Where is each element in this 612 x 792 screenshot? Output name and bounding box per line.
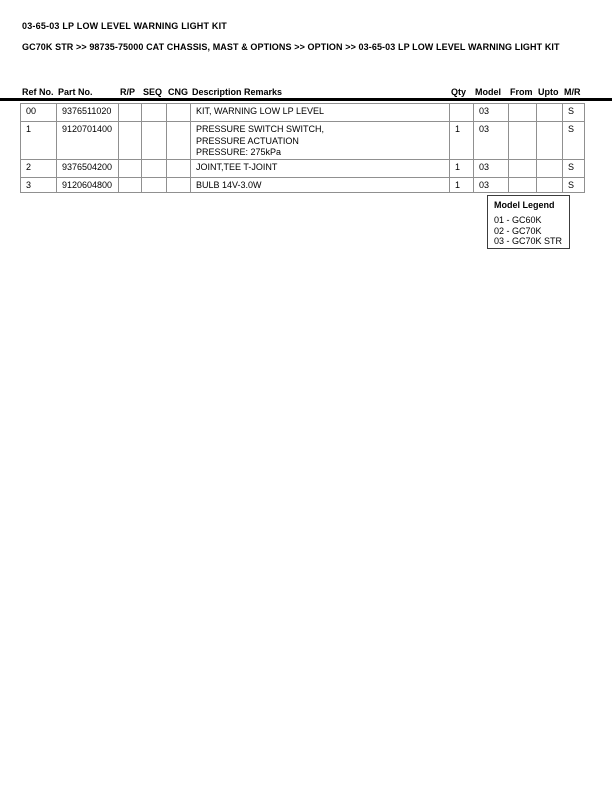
column-header-description: Description Remarks <box>192 87 283 97</box>
cell-ref-no: 2 <box>21 159 57 177</box>
cell-model: 03 <box>474 159 509 177</box>
cell-description <box>191 159 450 177</box>
cell-model: 03 <box>474 104 509 122</box>
cell-cng <box>167 159 191 177</box>
cell-rp <box>119 177 142 192</box>
cell-mr: S <box>563 122 585 160</box>
cell-part-no: 9120701400 <box>57 122 119 160</box>
cell-from <box>509 122 537 160</box>
column-header-from: From <box>510 87 533 97</box>
cell-qty <box>450 104 474 122</box>
column-header-ref-no: Ref No. <box>22 87 54 97</box>
column-header-qty: Qty <box>451 87 467 97</box>
cell-seq <box>142 177 167 192</box>
cell-model: 03 <box>474 122 509 160</box>
cell-seq <box>142 159 167 177</box>
cell-rp <box>119 159 142 177</box>
cell-from <box>509 159 537 177</box>
page-title: 03-65-03 LP LOW LEVEL WARNING LIGHT KIT <box>22 21 227 31</box>
column-header-cng: CNG <box>168 87 188 97</box>
description-line: BULB 14V-3.0W <box>196 179 262 190</box>
description-line: PRESSURE ACTUATION <box>196 135 299 146</box>
cell-upto <box>537 104 563 122</box>
model-legend-item: 03 - GC70K STR <box>494 236 563 246</box>
column-header-rp: R/P <box>120 87 136 97</box>
cell-from <box>509 177 537 192</box>
cell-cng <box>167 122 191 160</box>
column-header-upto: Upto <box>538 87 559 97</box>
cell-qty: 1 <box>450 122 474 160</box>
table-row <box>21 122 585 160</box>
table-row <box>21 104 585 122</box>
cell-qty: 1 <box>450 177 474 192</box>
header-divider-rule <box>0 98 612 101</box>
model-legend-box <box>487 195 570 249</box>
column-header-part-no: Part No. <box>58 87 93 97</box>
cell-upto <box>537 122 563 160</box>
cell-part-no: 9376504200 <box>57 159 119 177</box>
model-legend-item: 01 - GC60K <box>494 215 542 225</box>
cell-part-no: 9120604800 <box>57 177 119 192</box>
description-line: KIT, WARNING LOW LP LEVEL <box>196 106 325 116</box>
breadcrumb: GC70K STR >> 98735-75000 CAT CHASSIS, MAST & OPTIONS >> OPTION >> 03-65-03 LP LOW LEVEL WARNING LIGHT KIT <box>22 42 560 52</box>
description-line: JOINT,TEE T-JOINT <box>196 161 278 172</box>
cell-seq <box>142 104 167 122</box>
description-line: PRESSURE: 275kPa <box>196 147 282 157</box>
cell-model: 03 <box>474 177 509 192</box>
parts-table <box>20 103 585 193</box>
description-line: PRESSURE SWITCH SWITCH, <box>196 124 325 134</box>
cell-rp <box>119 104 142 122</box>
table-row <box>21 177 585 192</box>
cell-ref-no: 3 <box>21 177 57 192</box>
table-header-row <box>20 87 584 97</box>
cell-mr: S <box>563 159 585 177</box>
cell-cng <box>167 177 191 192</box>
cell-description <box>191 177 450 192</box>
cell-seq <box>142 122 167 160</box>
cell-rp <box>119 122 142 160</box>
column-header-seq: SEQ <box>143 87 163 97</box>
cell-part-no: 9376511020 <box>57 104 119 122</box>
cell-qty: 1 <box>450 159 474 177</box>
cell-upto <box>537 159 563 177</box>
cell-cng <box>167 104 191 122</box>
cell-mr: S <box>563 177 585 192</box>
cell-ref-no: 1 <box>21 122 57 160</box>
model-legend-item: 02 - GC70K <box>494 225 542 236</box>
cell-description <box>191 122 450 160</box>
cell-from <box>509 104 537 122</box>
column-header-mr: M/R <box>564 87 581 97</box>
table-row <box>21 159 585 177</box>
cell-mr: S <box>563 104 585 122</box>
cell-ref-no: 00 <box>21 104 57 122</box>
model-legend-title: Model Legend <box>494 200 555 210</box>
cell-description <box>191 104 450 122</box>
cell-upto <box>537 177 563 192</box>
column-header-model: Model <box>475 87 501 97</box>
